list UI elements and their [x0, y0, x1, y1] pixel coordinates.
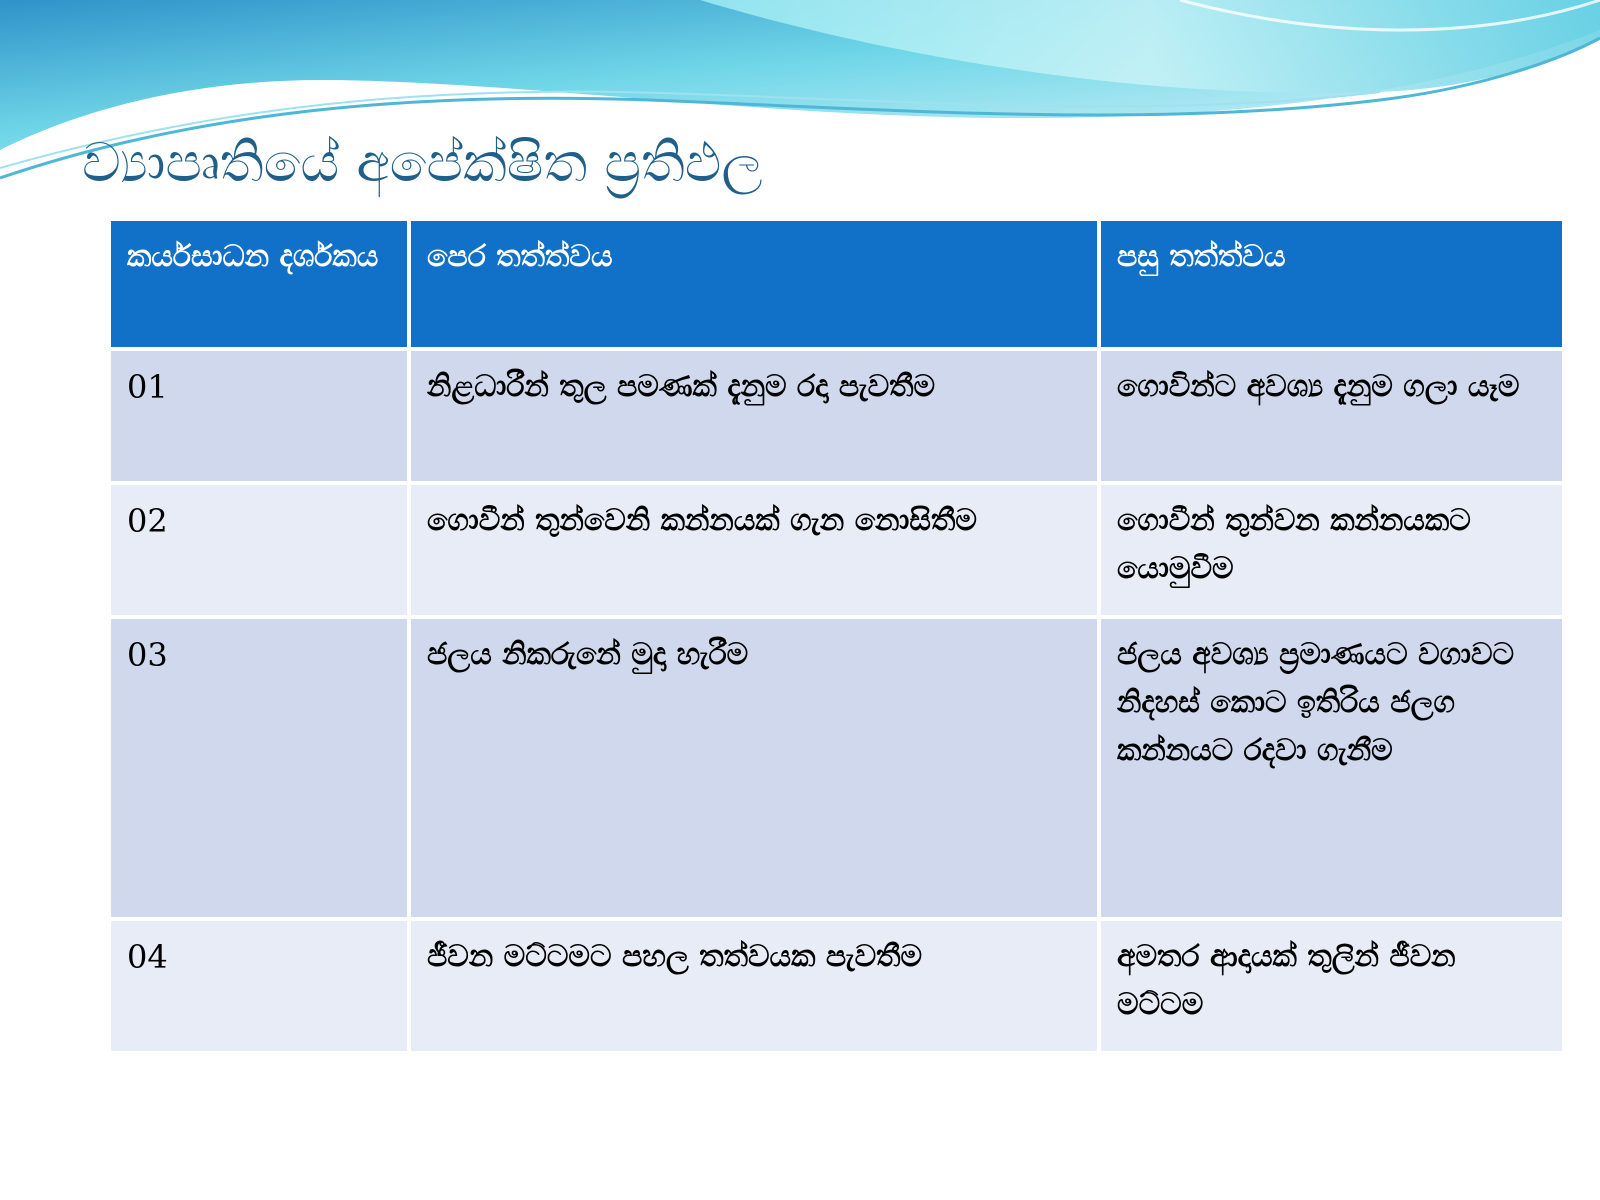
header-before-status: පෙර තත්ත්වය — [409, 219, 1099, 349]
slide-title: ව්‍යාපෘතියේ අපේක්ෂිත ප්‍රතිඵල — [82, 131, 763, 194]
header-after-status: පසු තත්ත්වය — [1099, 219, 1564, 349]
table-row — [109, 483, 1564, 617]
results-table — [107, 217, 1566, 1055]
after-cell: අමතර ආදායක් තුලින් ජීවන මට්ටම — [1099, 919, 1564, 1053]
indicator-cell: 04 — [109, 919, 409, 1053]
header-indicator: කර්යසාධන දර්ශකය — [109, 219, 409, 349]
indicator-cell: 01 — [109, 349, 409, 483]
indicator-cell: 02 — [109, 483, 409, 617]
table-row — [109, 919, 1564, 1053]
before-cell: ජීවන මට්ටමට පහල තත්වයක පැවතීම — [409, 919, 1099, 1053]
after-cell: ගොවින්ට අවශ්‍ය දැනුම ගලා යෑම — [1099, 349, 1564, 483]
table-row — [109, 617, 1564, 919]
before-cell: ගොවීන් තුන්වෙනි කන්නයක් ගැන නොසිතීම — [409, 483, 1099, 617]
indicator-cell: 03 — [109, 617, 409, 919]
before-cell: නිළධාරීන් තුල පමණක් දැනුම රදා පැවතීම — [409, 349, 1099, 483]
before-cell: ජලය නිකරුනේ මුදා හැරීම — [409, 617, 1099, 919]
table-header-row — [109, 219, 1564, 349]
after-cell: ගොවීන් තුන්වන කන්නයකට යොමුවීම — [1099, 483, 1564, 617]
after-cell: ජලය අවශ්‍ය ප්‍රමාණයට වගාවට නිදහස් කොට ඉතිරිය ජලග කන්නයට රදවා ගැනීම — [1099, 617, 1564, 919]
table-row — [109, 349, 1564, 483]
